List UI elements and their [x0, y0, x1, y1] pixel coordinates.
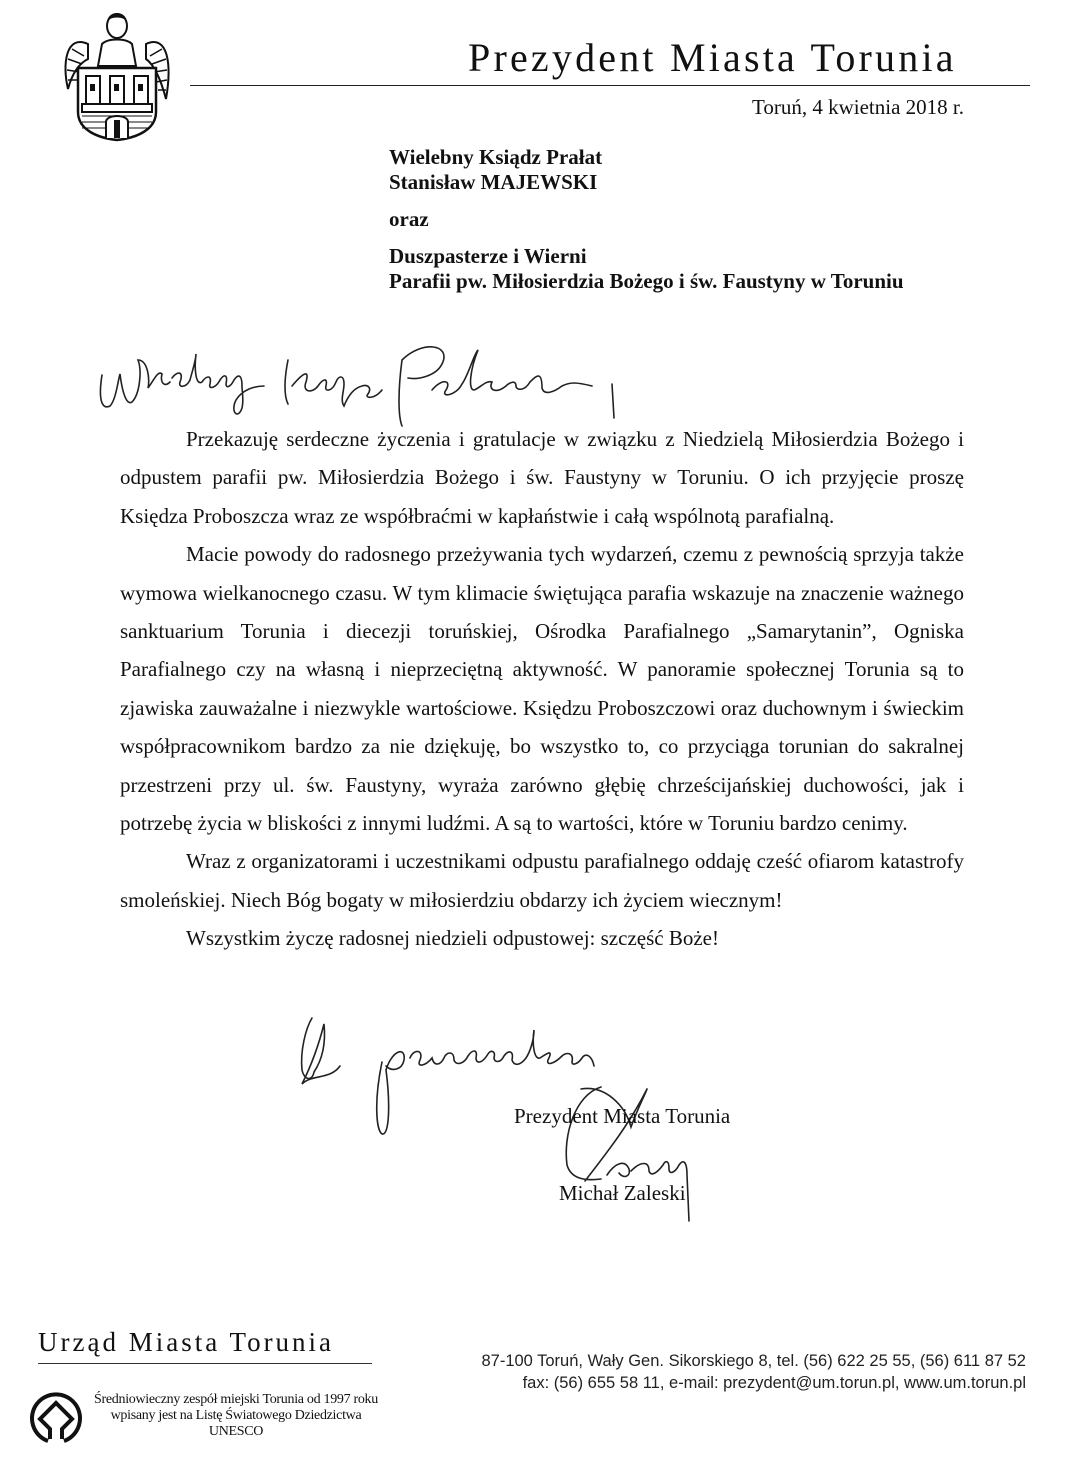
contact-details — [481, 1350, 1026, 1394]
footer-office-name: Urząd Miasta Torunia — [38, 1327, 335, 1357]
footer-divider — [38, 1363, 372, 1364]
contact-fax-email-web: fax: (56) 655 58 11, e-mail: prezydent@um.torun.pl, www.um.torun.pl — [522, 1374, 1026, 1392]
recipient-line: Parafii pw. Miłosierdzia Bożego i św. Faustyny w Toruniu — [389, 269, 904, 293]
recipient-line: Wielebny Ksiądz Prałat — [389, 145, 603, 169]
unesco-heritage-note — [86, 1392, 386, 1440]
body-paragraph: Wraz z organizatorami i uczestnikami odpustu parafialnego oddaję cześć ofiarom katastrofy smoleńskiej. Niech Bóg bogaty w miłosierdziu obdarzy ich życiem wiecznym! — [120, 849, 964, 912]
recipient-line: Stanisław MAJEWSKI — [389, 170, 598, 194]
unesco-note-line: UNESCO — [208, 1424, 264, 1439]
header-divider — [190, 85, 1030, 86]
body-paragraph: Macie powody do radosnego przeżywania tych wydarzeń, czemu z pewnością sprzyja także wymowa wielkanocnego czasu. W tym klimacie świętująca parafia wskazuje na znaczenie ważnego sanktuarium Torunia i diecezji toruńskiej, Ośrodka Parafialnego „Samarytanin”, Ogniska Parafialnego czy na własną i nieprzeciętną aktywność. W panoramie społecznej Torunia są to zjawiska zauważalne i niezwykle wartościowe. Księdzu Proboszczowi oraz duchownym i świeckim współpracownikom bardzo za nie dziękuję, bo wszystko to, co przyciąga torunian do sakralnej przestrzeni przy ul. św. Faustyny, wyraża zarówno głębię chrześcijańskiej duchowości, jak i potrzebę życia w bliskości z innymi ludźmi. A są to wartości, które w Toruniu bardzo cenimy. — [120, 542, 964, 836]
letter-body — [120, 420, 964, 958]
letter-date: Toruń, 4 kwietnia 2018 r. — [752, 95, 964, 119]
body-paragraph: Wszystkim życzę radosnej niedzieli odpustowej: szczęść Boże! — [186, 926, 719, 951]
signer-name: Michał Zaleski — [559, 1181, 686, 1205]
signer-title: Prezydent Miasta Torunia — [514, 1104, 731, 1128]
unesco-note-line: wpisany jest na Listę Światowego Dziedzictwa — [110, 1408, 362, 1423]
unesco-world-heritage-icon — [28, 1389, 84, 1445]
recipient-conjunction: oraz — [389, 207, 429, 231]
torun-coat-of-arms-icon — [58, 4, 176, 142]
letterhead-title: Prezydent Miasta Torunia — [468, 35, 957, 80]
contact-address-phone: 87-100 Toruń, Wały Gen. Sikorskiego 8, tel. (56) 622 25 55, (56) 611 87 52 — [481, 1352, 1026, 1370]
body-paragraph: Przekazuję serdeczne życzenia i gratulacje w związku z Niedzielą Miłosierdzia Bożego i odpustem parafii pw. Miłosierdzia Bożego i św. Faustyny w Toruniu. O ich przyjęcie proszę Księdza Proboszcza wraz ze współbraćmi w kapłaństwie i całą wspólnotą parafialną. — [120, 427, 964, 528]
recipient-block — [389, 145, 904, 294]
recipient-line: Duszpasterze i Wierni — [389, 244, 587, 268]
unesco-note-line: Średniowieczny zespół miejski Torunia od 1997 roku — [94, 1392, 378, 1407]
